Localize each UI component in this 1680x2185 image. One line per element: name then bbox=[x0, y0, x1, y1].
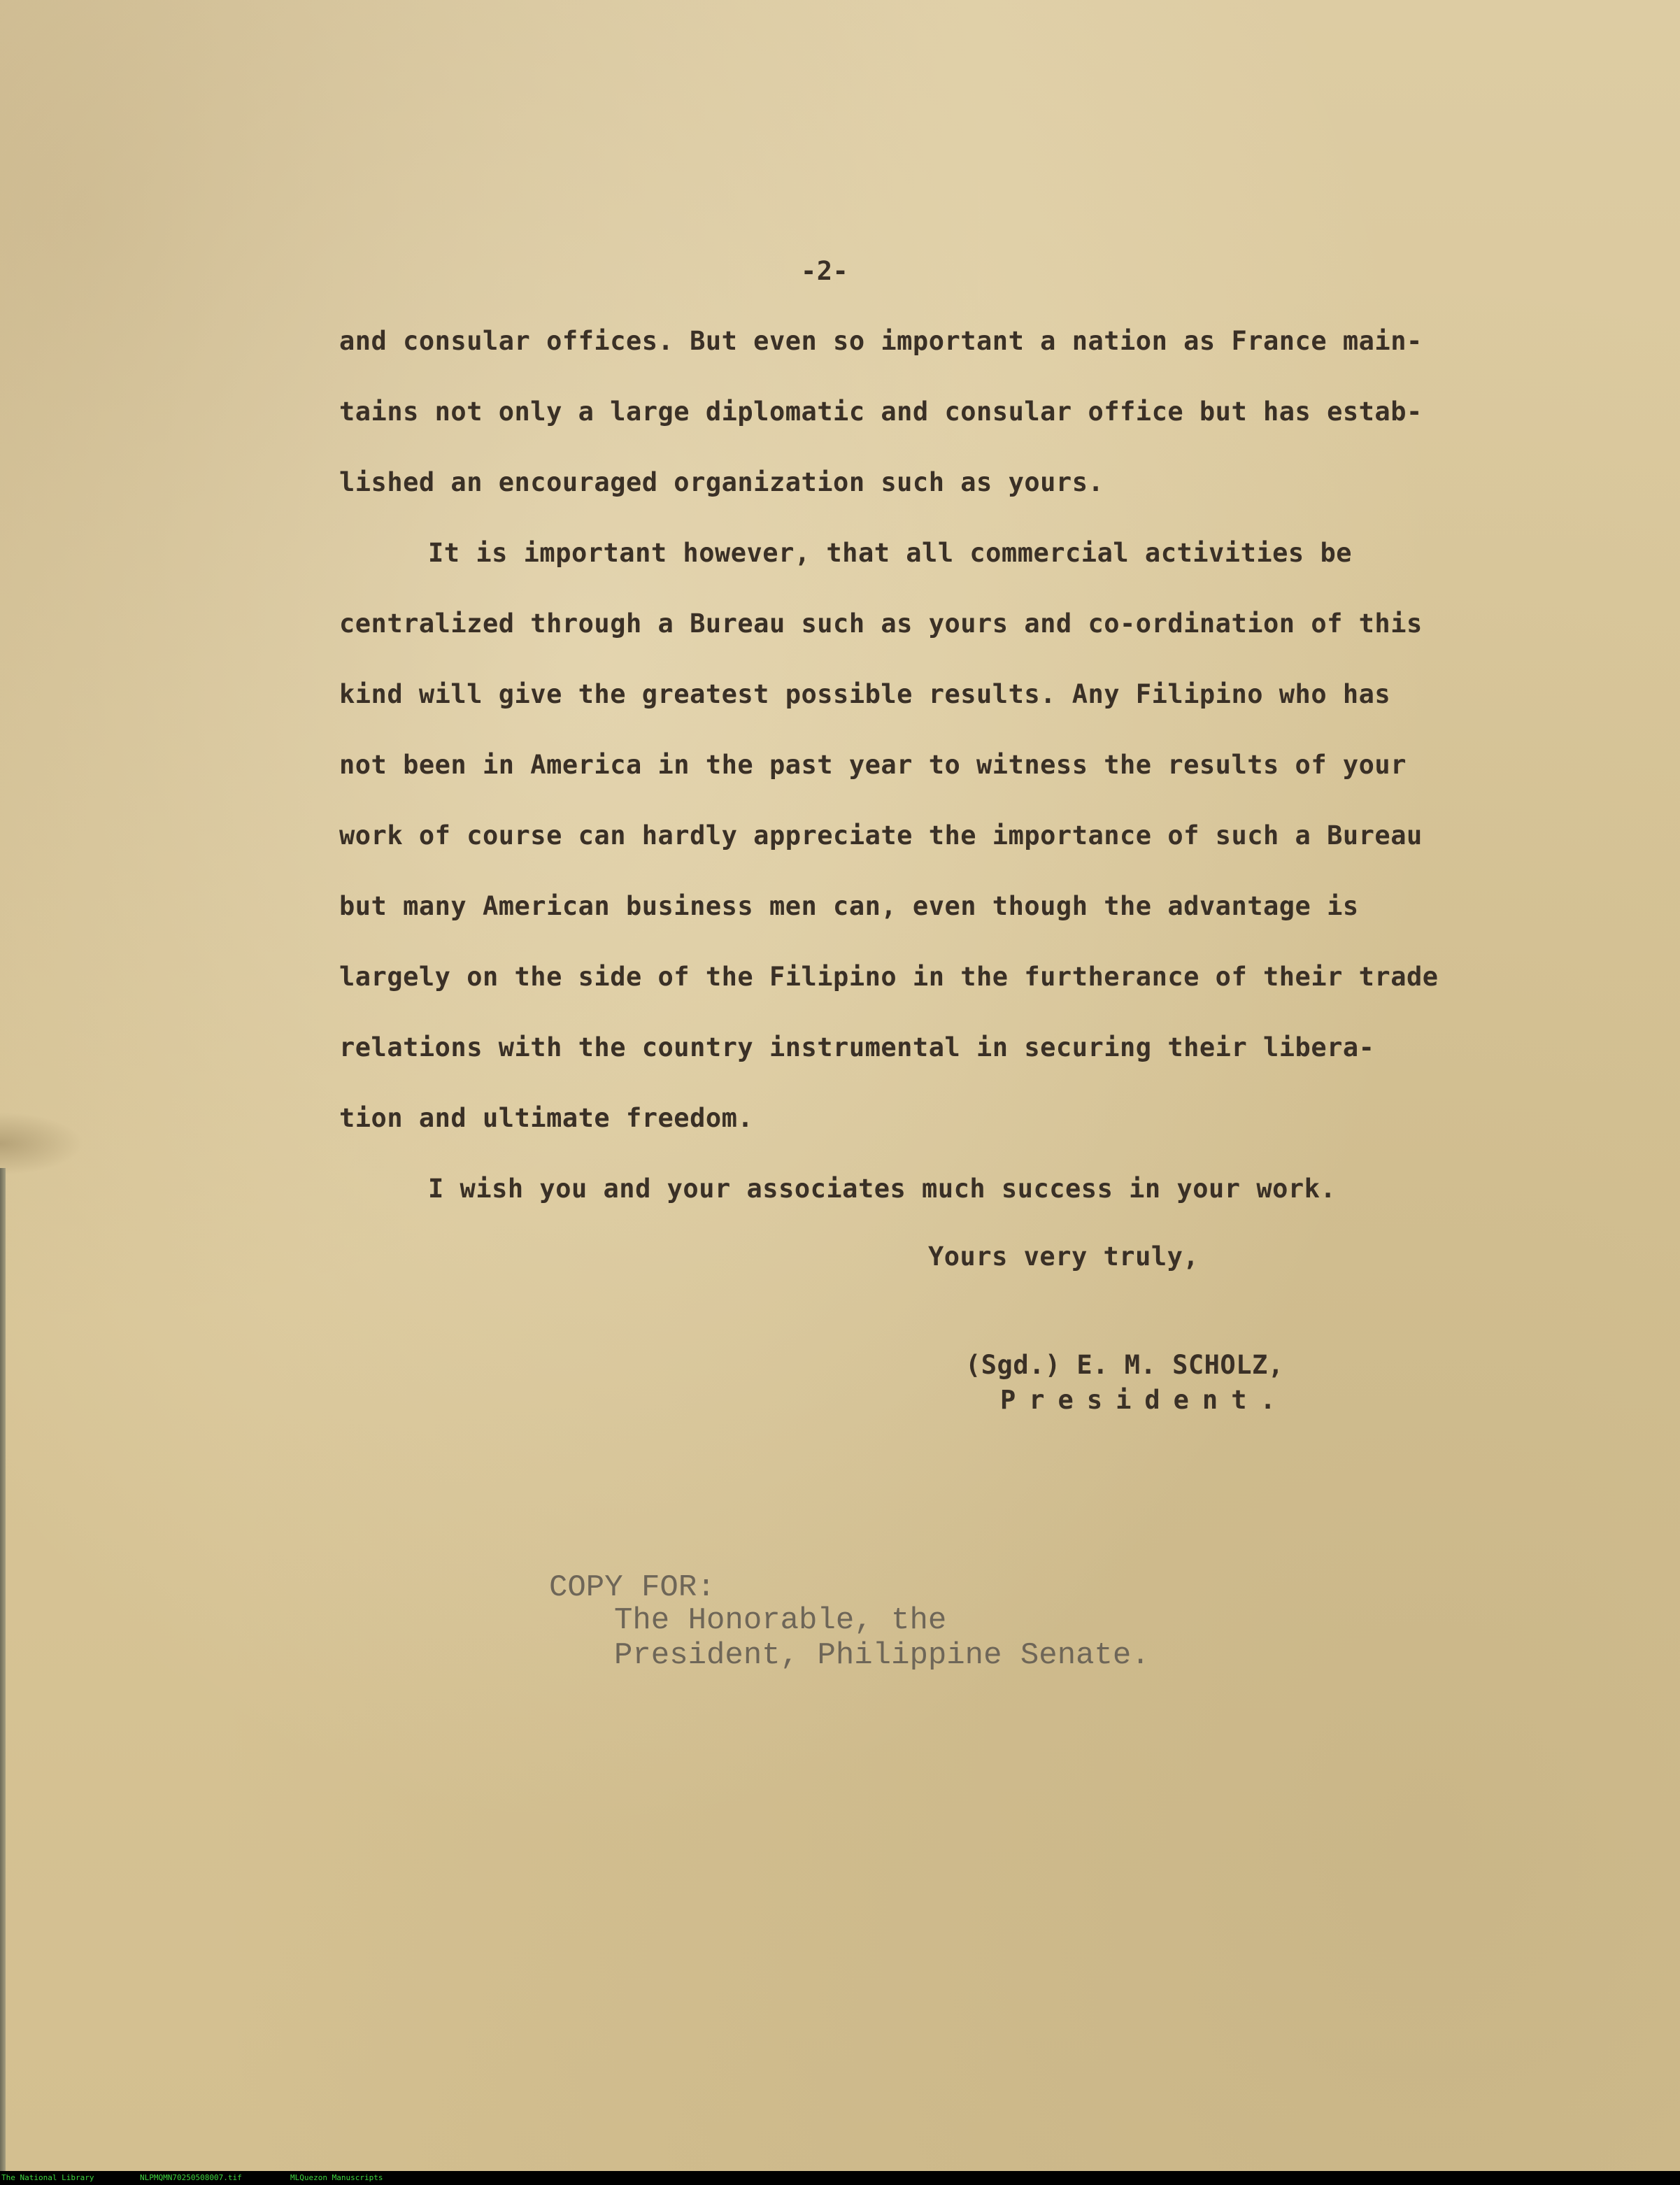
body-line-11: relations with the country instrumental in securing their libera- bbox=[339, 1032, 1375, 1062]
body-line-10: largely on the side of the Filipino in the furtherance of their trade bbox=[339, 962, 1439, 992]
footer-collection: MLQuezon Manuscripts bbox=[290, 2173, 383, 2182]
scan-footer-bar bbox=[0, 2171, 1680, 2185]
body-line-5: centralized through a Bureau such as yours and co-ordination of this bbox=[339, 608, 1423, 639]
closing: Yours very truly, bbox=[928, 1241, 1200, 1272]
page-number: -2- bbox=[801, 256, 849, 286]
body-line-12: tion and ultimate freedom. bbox=[339, 1103, 754, 1133]
copy-recipient-line-1: The Honorable, the bbox=[614, 1603, 947, 1638]
body-line-1: and consular offices. But even so important a nation as France main- bbox=[339, 326, 1423, 356]
torn-edge-stain bbox=[0, 1112, 84, 1175]
body-line-8: work of course can hardly appreciate the importance of such a Bureau bbox=[339, 820, 1423, 850]
footer-institution: The National Library bbox=[1, 2173, 94, 2182]
body-line-7: not been in America in the past year to witness the results of your bbox=[339, 750, 1407, 780]
body-line-6: kind will give the greatest possible results. Any Filipino who has bbox=[339, 679, 1391, 709]
signature-title: President. bbox=[1000, 1385, 1289, 1415]
copy-for-label: COPY FOR: bbox=[549, 1570, 716, 1605]
footer-filename: NLPMQMN70250508007.tif bbox=[140, 2173, 242, 2182]
body-line-4: It is important however, that all commercial activities be bbox=[428, 538, 1353, 568]
signature-name: (Sgd.) E. M. SCHOLZ, bbox=[965, 1350, 1284, 1380]
body-line-13: I wish you and your associates much success in your work. bbox=[428, 1174, 1337, 1204]
copy-recipient-line-2: President, Philippine Senate. bbox=[614, 1638, 1150, 1673]
scanner-edge bbox=[0, 1168, 6, 2171]
body-line-2: tains not only a large diplomatic and consular office but has estab- bbox=[339, 397, 1423, 427]
body-line-9: but many American business men can, even though the advantage is bbox=[339, 891, 1359, 921]
body-line-3: lished an encouraged organization such as yours. bbox=[339, 467, 1104, 497]
